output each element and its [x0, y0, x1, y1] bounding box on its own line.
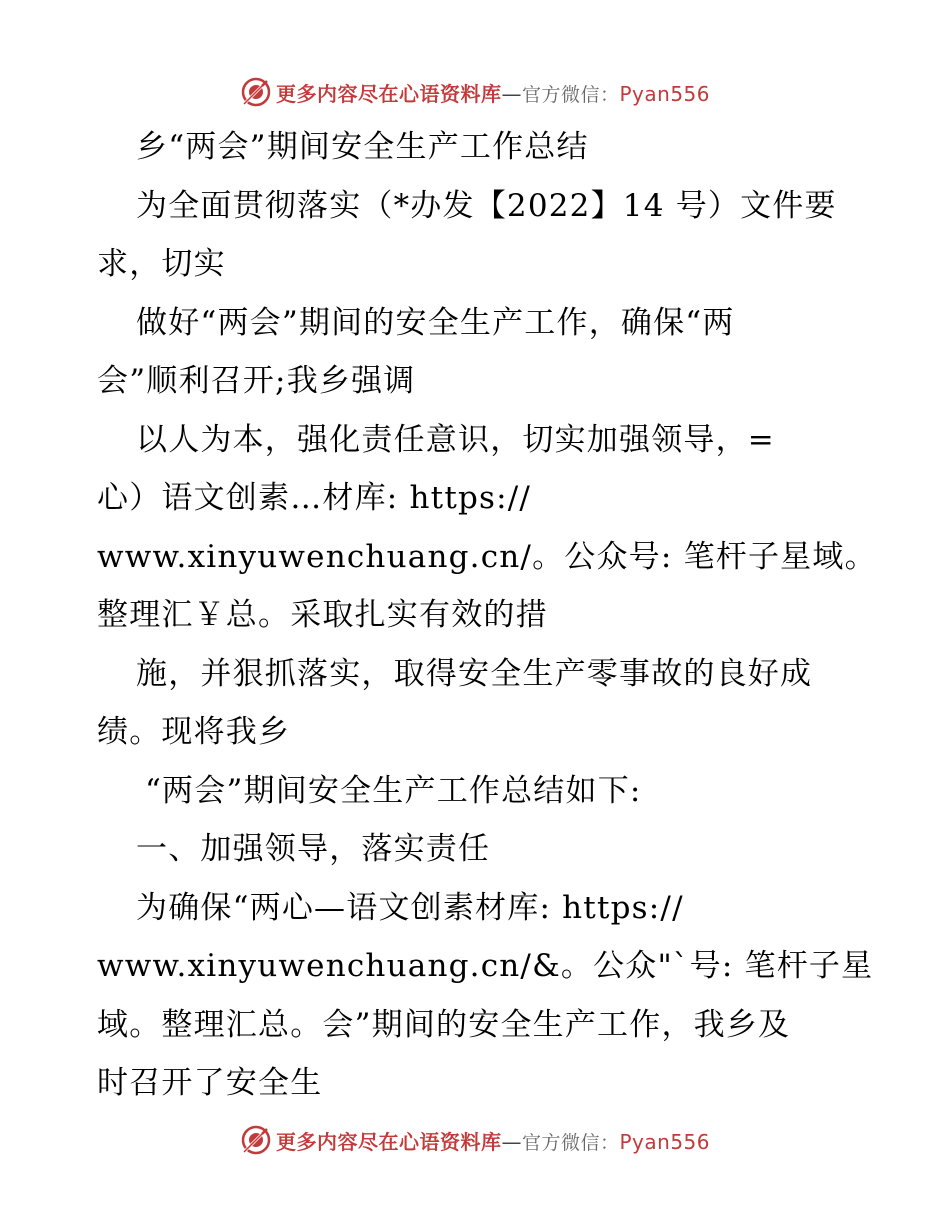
document-line: 时召开了安全生	[97, 1065, 323, 1101]
document-line: 求，切实	[97, 246, 226, 282]
watermark-slogan: 更多内容尽在心语资料库	[275, 81, 502, 106]
document-line: 乡“两会”期间安全生产工作总结	[136, 129, 589, 165]
watermark-separator: —	[501, 1129, 522, 1154]
document-line: 域。整理汇总。会”期间的安全生产工作，我乡及	[97, 1006, 791, 1043]
watermark-wechat-label: 官方微信：	[521, 83, 620, 106]
watermark-separator: —	[501, 81, 522, 106]
document-line: 整理汇￥总。采取扎实有效的措	[97, 597, 548, 633]
document-line: 做好“两会”期间的安全生产工作，确保“两	[136, 304, 735, 341]
document-line: 一、加强领导，落实责任	[136, 831, 491, 867]
document-line: 会”顺利召开;我乡强调	[97, 363, 416, 399]
header-watermark	[0, 72, 950, 112]
document-body	[97, 118, 877, 1113]
document-line: 为全面贯彻落实（*办发【2022】14 号）文件要	[136, 187, 837, 224]
document-line: 以人为本，强化责任意识，切实加强领导，=	[136, 421, 775, 458]
document-line: 施，并狠抓落实，取得安全生产零事故的良好成	[136, 655, 813, 692]
seal-pen-icon	[240, 1124, 272, 1156]
document-line: 心）语文创素…材库: https://	[97, 480, 532, 516]
watermark-wechat-label: 官方微信：	[521, 1131, 620, 1154]
document-line: 为确保“两心—语文创素材库: https://	[136, 889, 684, 926]
footer-watermark	[0, 1120, 950, 1160]
watermark-text	[276, 1126, 710, 1155]
watermark-text	[276, 78, 710, 107]
document-line: 绩。现将我乡	[97, 714, 291, 750]
seal-pen-icon	[240, 76, 272, 108]
watermark-wechat-id: Pyan556	[619, 81, 711, 106]
watermark-wechat-id: Pyan556	[619, 1129, 711, 1154]
document-line: “两会”期间安全生产工作总结如下:	[145, 772, 642, 809]
document-line: www.xinyuwenchuang.cn/&。公众"`号: 笔杆子星	[97, 948, 874, 984]
document-line: www.xinyuwenchuang.cn/。公众号: 笔杆子星域。	[97, 538, 877, 575]
watermark-slogan: 更多内容尽在心语资料库	[275, 1129, 502, 1154]
